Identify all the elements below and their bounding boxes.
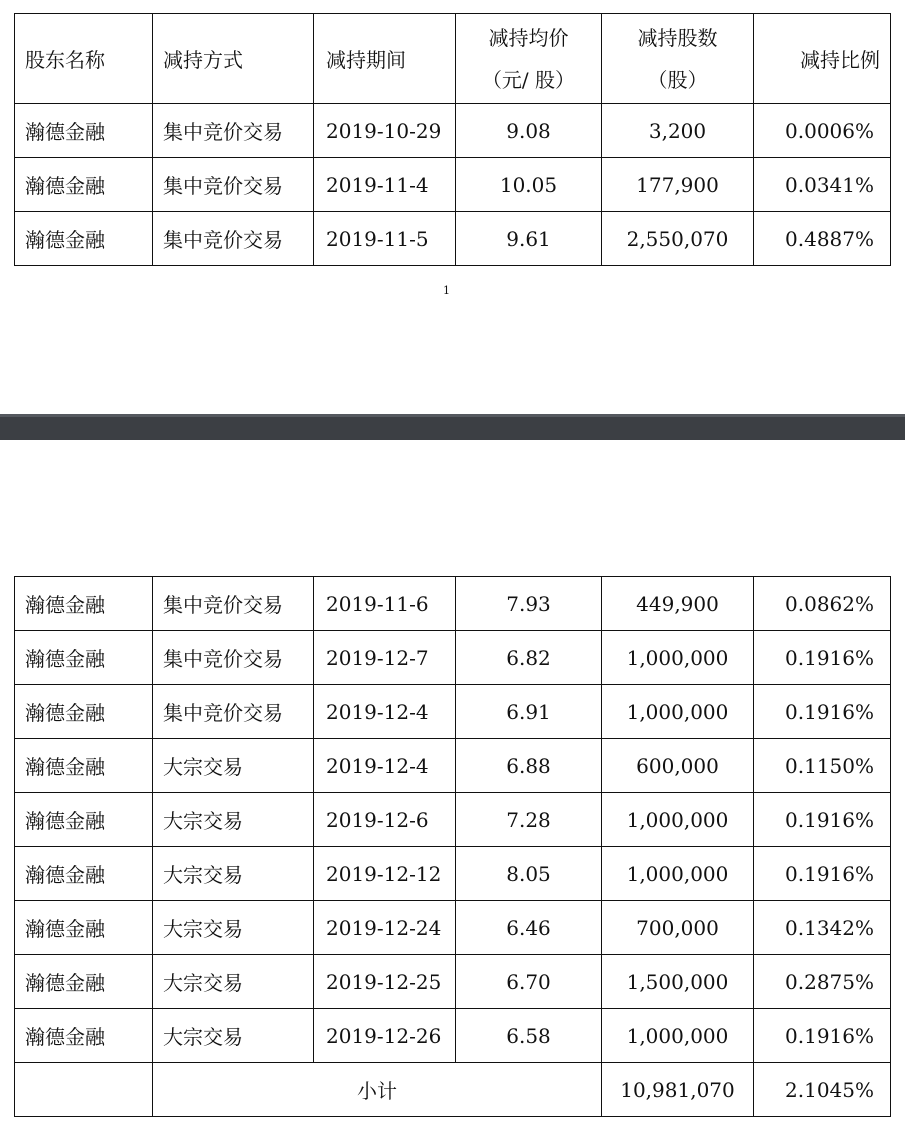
cell-ratio: 0.4887% — [754, 212, 891, 266]
cell-shareholder: 瀚德金融 — [15, 158, 153, 212]
page-number: 1 — [443, 284, 450, 297]
cell-shareholder: 瀚德金融 — [15, 212, 153, 266]
table-row — [15, 158, 891, 212]
cell-ratio: 0.1150% — [754, 739, 891, 793]
cell-ratio: 0.0006% — [754, 104, 891, 158]
cell-method: 集中竞价交易 — [153, 685, 314, 739]
cell-ratio: 0.0862% — [754, 577, 891, 631]
header-avg-price — [456, 14, 602, 104]
document-page-1 — [0, 0, 905, 414]
table-row — [15, 793, 891, 847]
cell-shareholder: 瀚德金融 — [15, 793, 153, 847]
cell-shares: 1,000,000 — [602, 793, 754, 847]
cell-period: 2019-12-4 — [314, 685, 456, 739]
header-shares-line1: 减持股数 — [637, 25, 718, 50]
header-avg-price-line1: 减持均价 — [488, 25, 569, 50]
cell-avg-price: 6.58 — [456, 1009, 602, 1063]
cell-method: 大宗交易 — [153, 1009, 314, 1063]
cell-avg-price: 6.46 — [456, 901, 602, 955]
cell-method: 大宗交易 — [153, 955, 314, 1009]
share-reduction-table-page-2 — [14, 576, 891, 1117]
cell-avg-price: 6.91 — [456, 685, 602, 739]
cell-period: 2019-10-29 — [314, 104, 456, 158]
cell-ratio: 0.0341% — [754, 158, 891, 212]
cell-period: 2019-12-25 — [314, 955, 456, 1009]
cell-period: 2019-12-6 — [314, 793, 456, 847]
page-separator — [0, 414, 905, 440]
cell-method: 大宗交易 — [153, 847, 314, 901]
cell-avg-price: 6.82 — [456, 631, 602, 685]
cell-period: 2019-12-26 — [314, 1009, 456, 1063]
cell-shareholder: 瀚德金融 — [15, 955, 153, 1009]
cell-avg-price: 9.08 — [456, 104, 602, 158]
subtotal-row — [15, 1063, 891, 1117]
subtotal-shares: 10,981,070 — [602, 1063, 754, 1117]
table-row — [15, 631, 891, 685]
cell-shares: 2,550,070 — [602, 212, 754, 266]
table-header-row — [15, 14, 891, 104]
cell-ratio: 0.1916% — [754, 793, 891, 847]
cell-method: 集中竞价交易 — [153, 631, 314, 685]
cell-ratio: 0.1342% — [754, 901, 891, 955]
cell-shareholder: 瀚德金融 — [15, 739, 153, 793]
table-row — [15, 955, 891, 1009]
cell-ratio: 0.1916% — [754, 847, 891, 901]
cell-shareholder: 瀚德金融 — [15, 1009, 153, 1063]
cell-shareholder: 瀚德金融 — [15, 847, 153, 901]
header-shares-line2: （股） — [647, 67, 708, 92]
table-row — [15, 1009, 891, 1063]
cell-ratio: 0.1916% — [754, 685, 891, 739]
cell-shares: 700,000 — [602, 901, 754, 955]
cell-period: 2019-12-24 — [314, 901, 456, 955]
cell-period: 2019-11-4 — [314, 158, 456, 212]
header-period: 减持期间 — [314, 14, 456, 104]
document-page-2 — [0, 440, 905, 1127]
table-row — [15, 901, 891, 955]
table-row — [15, 577, 891, 631]
table-row — [15, 212, 891, 266]
cell-shareholder: 瀚德金融 — [15, 104, 153, 158]
cell-shareholder: 瀚德金融 — [15, 685, 153, 739]
cell-method: 大宗交易 — [153, 901, 314, 955]
cell-method: 大宗交易 — [153, 739, 314, 793]
cell-avg-price: 8.05 — [456, 847, 602, 901]
cell-period: 2019-12-12 — [314, 847, 456, 901]
header-avg-price-line2: （元/ 股） — [481, 67, 576, 92]
cell-shares: 449,900 — [602, 577, 754, 631]
table-row — [15, 685, 891, 739]
cell-avg-price: 6.88 — [456, 739, 602, 793]
cell-ratio: 0.2875% — [754, 955, 891, 1009]
cell-shares: 3,200 — [602, 104, 754, 158]
cell-ratio: 0.1916% — [754, 1009, 891, 1063]
cell-shareholder: 瀚德金融 — [15, 577, 153, 631]
cell-period: 2019-11-6 — [314, 577, 456, 631]
cell-shareholder: 瀚德金融 — [15, 901, 153, 955]
cell-shares: 1,000,000 — [602, 631, 754, 685]
header-ratio: 减持比例 — [754, 14, 891, 104]
cell-avg-price: 6.70 — [456, 955, 602, 1009]
cell-method: 集中竞价交易 — [153, 577, 314, 631]
cell-shares: 1,000,000 — [602, 685, 754, 739]
cell-avg-price: 10.05 — [456, 158, 602, 212]
cell-method: 集中竞价交易 — [153, 158, 314, 212]
table-row — [15, 847, 891, 901]
subtotal-label: 小计 — [153, 1063, 602, 1117]
cell-method: 集中竞价交易 — [153, 212, 314, 266]
subtotal-ratio: 2.1045% — [754, 1063, 891, 1117]
cell-avg-price: 9.61 — [456, 212, 602, 266]
table-row — [15, 104, 891, 158]
header-shares — [602, 14, 754, 104]
header-method: 减持方式 — [153, 14, 314, 104]
cell-period: 2019-12-4 — [314, 739, 456, 793]
cell-ratio: 0.1916% — [754, 631, 891, 685]
cell-shares: 1,000,000 — [602, 1009, 754, 1063]
cell-shares: 1,000,000 — [602, 847, 754, 901]
cell-period: 2019-12-7 — [314, 631, 456, 685]
cell-shares: 177,900 — [602, 158, 754, 212]
cell-period: 2019-11-5 — [314, 212, 456, 266]
cell-avg-price: 7.28 — [456, 793, 602, 847]
cell-method: 大宗交易 — [153, 793, 314, 847]
cell-method: 集中竞价交易 — [153, 104, 314, 158]
table-row — [15, 739, 891, 793]
share-reduction-table-page-1 — [14, 13, 891, 266]
subtotal-empty-cell — [15, 1063, 153, 1117]
cell-avg-price: 7.93 — [456, 577, 602, 631]
header-shareholder: 股东名称 — [15, 14, 153, 104]
cell-shares: 600,000 — [602, 739, 754, 793]
cell-shareholder: 瀚德金融 — [15, 631, 153, 685]
cell-shares: 1,500,000 — [602, 955, 754, 1009]
